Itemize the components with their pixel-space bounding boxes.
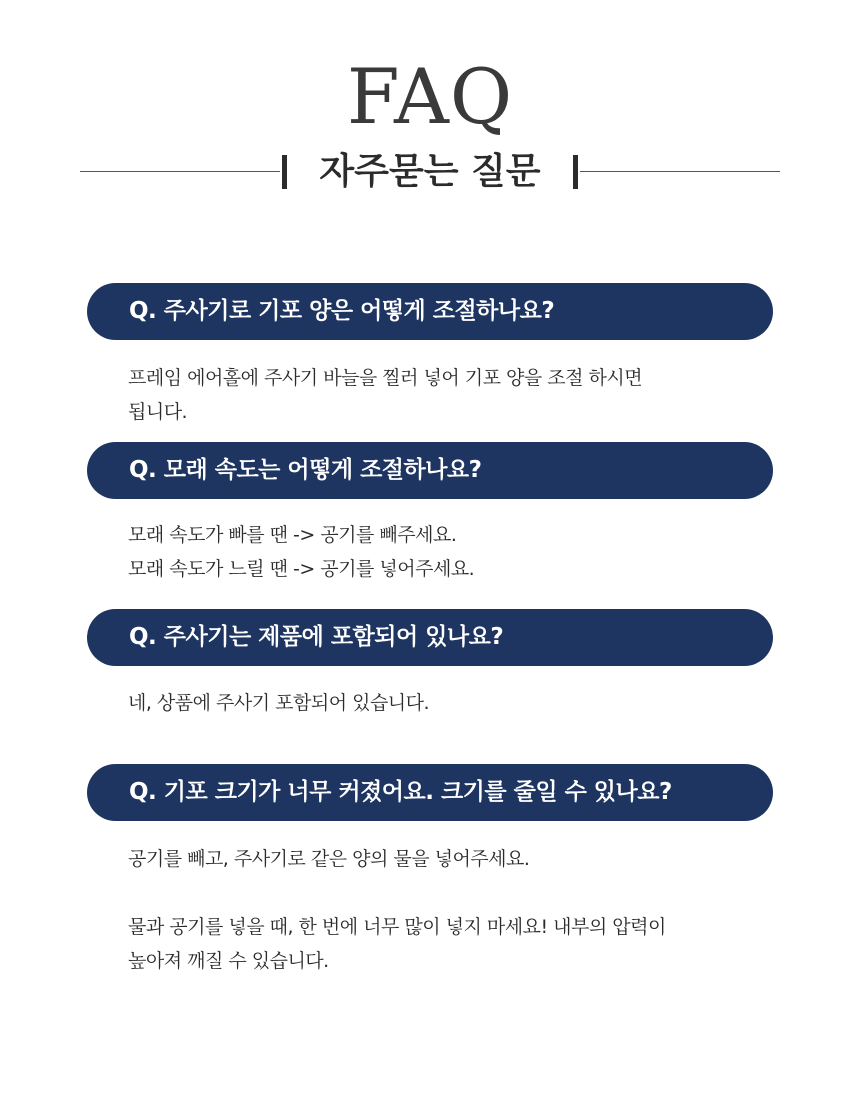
divider-right bbox=[580, 171, 780, 172]
faq-answer-4-text-1: 공기를 빼고, 주사기로 같은 양의 물을 넣어주세요. bbox=[128, 848, 530, 870]
faq-answer-2 bbox=[128, 518, 748, 586]
faq-answer-4-text-2: 물과 공기를 넣을 때, 한 번에 너무 많이 넣지 마세요! 내부의 압력이 높아져 깨질 수 있습니다. bbox=[128, 916, 666, 972]
divider-left bbox=[80, 171, 280, 172]
faq-question-3: Q. 주사기는 제품에 포함되어 있나요? bbox=[87, 609, 773, 666]
faq-answer-1-text: 프레임 에어홀에 주사기 바늘을 찔러 넣어 기포 양을 조절 하시면 됩니다. bbox=[128, 367, 643, 423]
faq-answer-1 bbox=[128, 361, 748, 429]
faq-question-2: Q. 모래 속도는 어떻게 조절하나요? bbox=[87, 442, 773, 499]
page-subtitle: 자주묻는 질문 bbox=[319, 151, 541, 192]
faq-question-4: Q. 기포 크기가 너무 커졌어요. 크기를 줄일 수 있나요? bbox=[87, 764, 773, 821]
divider-bar-right bbox=[573, 155, 578, 189]
faq-answer-3-text: 네, 상품에 주사기 포함되어 있습니다. bbox=[128, 692, 430, 714]
faq-answer-2-text: 모래 속도가 빠를 땐 -> 공기를 빼주세요. 모래 속도가 느릴 땐 -> 공기를 넣어주세요. bbox=[128, 524, 475, 580]
subtitle-row bbox=[80, 150, 780, 194]
faq-answer-3 bbox=[128, 686, 748, 720]
faq-answer-4 bbox=[128, 842, 748, 978]
page-title: FAQ bbox=[346, 52, 514, 141]
faq-question-1: Q. 주사기로 기포 양은 어떻게 조절하나요? bbox=[87, 283, 773, 340]
